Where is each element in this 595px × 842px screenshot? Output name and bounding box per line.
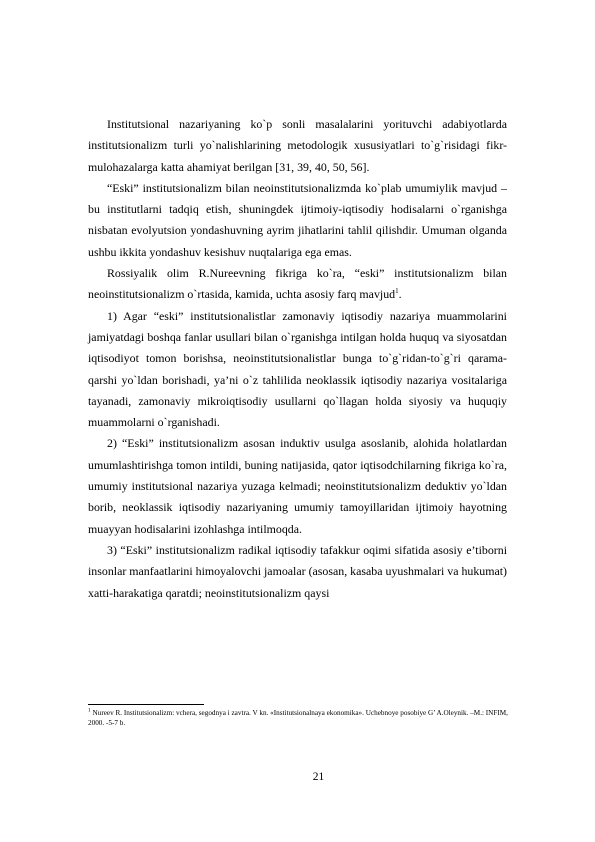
footnote-reference[interactable]: 1 <box>395 287 399 296</box>
footnote-divider <box>88 704 204 705</box>
paragraph-3 <box>88 263 507 306</box>
paragraph-3-end: . <box>398 287 402 302</box>
paragraph-5: 2) “Eski” institutsionalizm asosan induktiv usulga asoslanib, alohida holatlardan umumlashtirishga tomon intildi, buning natijasida, qator iqtisodchilarning fikriga ko`ra, umumiy institutsional nazariya yuzaga kelmadi; neoinstitutsionalizm deduktiv yo`ldan borib, neoklassik iqtisodiy nazariyaning umumiy tamoyillaridan ijtimoiy hayotning muayyan hodisalarini izohlashga intilmoqda. <box>88 436 507 536</box>
footnote-text: Nureev R. Institutsionalizm: vchera, segodnya i zavtra. V kn. «Institutsionalnaya ekonomika». Uchebnoye posobiye G’ A.Oleynik. –M.: INFIM, 2000. -5-7 b. <box>88 709 508 727</box>
page-number: 21 <box>312 771 325 783</box>
paragraph-6: 3) “Eski” institutsionalizm radikal iqtisodiy tafakkur oqimi sifatida asosiy e’tiborni insonlar manfaatlarini himoyalovchi jamoalar (asosan, kasaba uyushmalari va hukumat) xatti-harakatiga qaratdi; neoinstitutsionalizm qaysi <box>88 542 508 600</box>
footnote <box>88 708 518 728</box>
paragraph-4: 1) Agar “eski” institutsionalistlar zamonaviy iqtisodiy nazariya muammolarini jamiyatdagi boshqa fanlar usullari bilan o`rganishga intilgan holda huquq va siyosatdan iqtisodiyot tomon borishsa, neoinstitutsionalistlar bunga to`g`ridan-to`g`ri qarama-qarshi yo`ldan borishadi, ya’ni o`z tahlilida neoklassik iqtisodiy nazariya vositalariga tayanadi, zamonaviy mikroiqtisodiy usullarni qo`llagan holda siyosiy va huquqiy muammolarni o`rganishadi. <box>88 308 507 430</box>
footnote-mark: 1 <box>88 707 91 714</box>
paragraph-2: “Eski” institutsionalizm bilan neoinstitutsionalizmda ko`plab umumiylik mavjud – bu institutlarni tadqiq etish, shuningdek ijtimoiy-iqtisodiy hodisalarni o`rganishga nisbatan evolyutsion yondashuvning ayrim jihatlarini tahlil qilishdir. Umuman olganda ushbu ikkita yondashuv kesishuv nuqtalariga ega emas. <box>88 180 507 259</box>
paragraph-3-text: Rossiyalik olim R.Nureevning fikriga ko`ra, “eski” institutsionalizm bilan neoinstitutsionalizm o`rtasida, kamida, uchta asosiy farq mavjud <box>88 266 507 302</box>
paragraph-1: Institutsional nazariyaning ko`p sonli masalalarini yorituvchi adabiyotlarda institutsionalizm turli yo`nalishlarining metodologik xususiyatlari to`g`risidagi fikr-mulohazalarga katta ahamiyat berilgan [31, 39, 40, 50, 56]. <box>88 117 507 174</box>
body-text <box>88 114 507 604</box>
